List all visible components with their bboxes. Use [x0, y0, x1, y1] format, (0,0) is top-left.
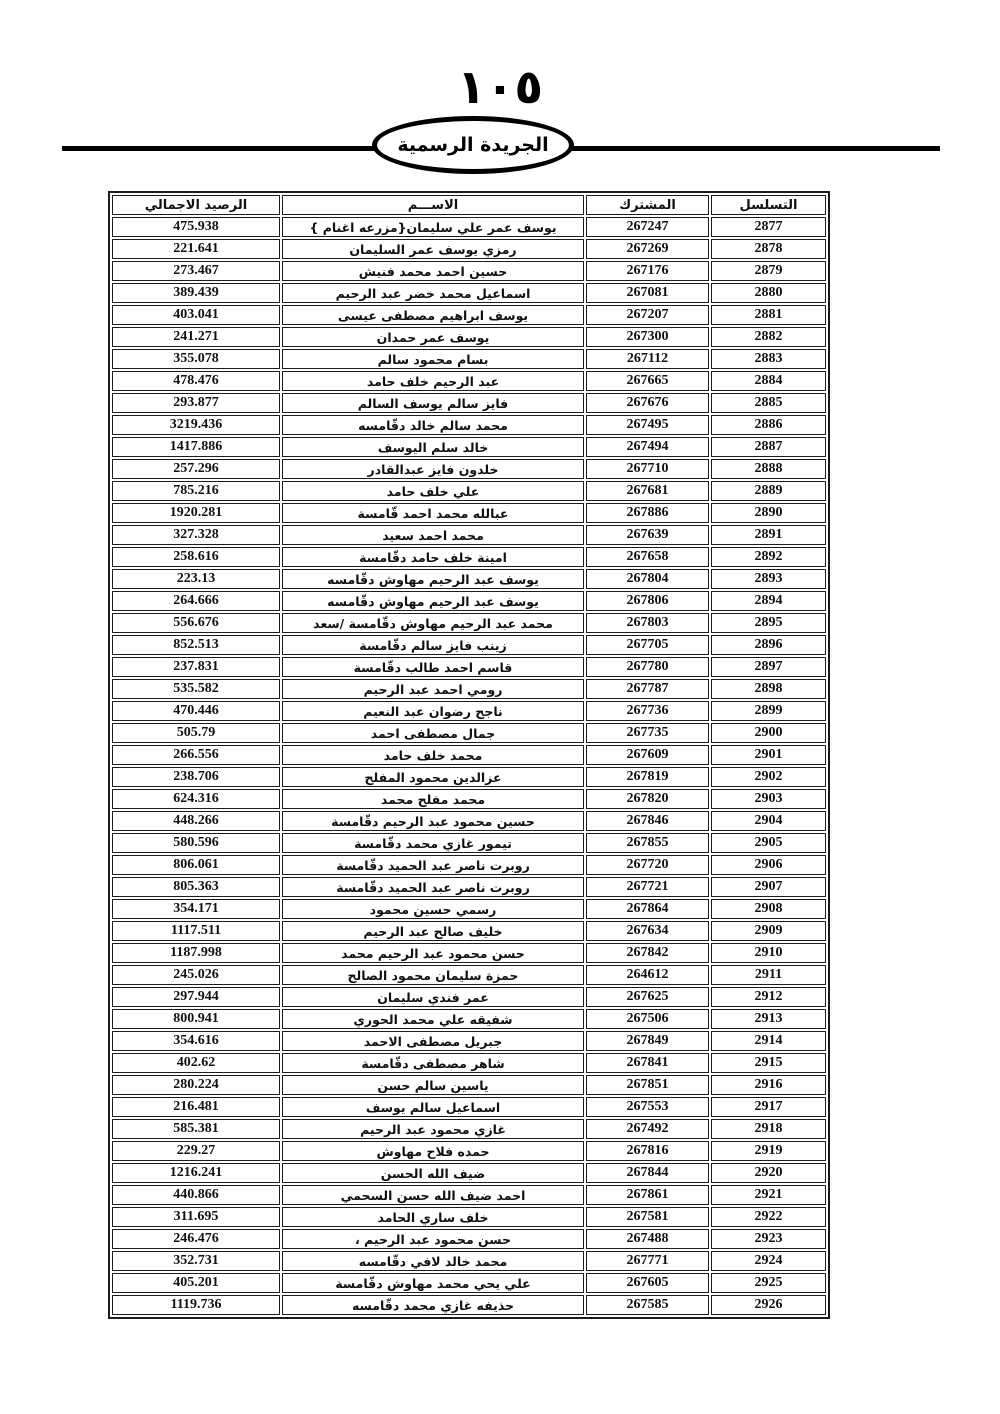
cell-name: حسن محمود عبد الرحيم ، — [282, 1229, 584, 1249]
cell-serial: 2881 — [711, 305, 826, 325]
table-row — [112, 217, 826, 237]
cell-serial: 2888 — [711, 459, 826, 479]
cell-subscriber: 267720 — [586, 855, 709, 875]
cell-balance: 266.556 — [112, 745, 280, 765]
cell-balance: 1216.241 — [112, 1163, 280, 1183]
cell-name: ياسين سالم حسن — [282, 1075, 584, 1095]
cell-subscriber: 267492 — [586, 1119, 709, 1139]
cell-name: اسماعيل سالم يوسف — [282, 1097, 584, 1117]
cell-name: حمده فلاح مهاوش — [282, 1141, 584, 1161]
cell-serial: 2910 — [711, 943, 826, 963]
header-serial: التسلسل — [711, 195, 826, 215]
table-row — [112, 921, 826, 941]
cell-balance: 216.481 — [112, 1097, 280, 1117]
cell-balance: 352.731 — [112, 1251, 280, 1271]
cell-serial: 2887 — [711, 437, 826, 457]
cell-name: غازي محمود عبد الرحيم — [282, 1119, 584, 1139]
cell-balance: 556.676 — [112, 613, 280, 633]
cell-balance: 806.061 — [112, 855, 280, 875]
gazette-banner-oval — [372, 116, 574, 174]
table-row — [112, 547, 826, 567]
table-row — [112, 679, 826, 699]
cell-name: حسين احمد محمد فنيش — [282, 261, 584, 281]
gazette-table-container — [108, 191, 830, 1319]
table-row — [112, 899, 826, 919]
cell-name: حمزة سليمان محمود الصالح — [282, 965, 584, 985]
cell-name: علي يحي محمد مهاوش دقّامسة — [282, 1273, 584, 1293]
cell-serial: 2885 — [711, 393, 826, 413]
cell-balance: 402.62 — [112, 1053, 280, 1073]
cell-name: جمال مصطفى احمد — [282, 723, 584, 743]
cell-subscriber: 267803 — [586, 613, 709, 633]
table-row — [112, 1075, 826, 1095]
cell-name: يوسف عبد الرحيم مهاوش دقّامسه — [282, 569, 584, 589]
cell-subscriber: 267721 — [586, 877, 709, 897]
table-row — [112, 525, 826, 545]
table-header — [112, 195, 826, 215]
cell-name: علي خلف حامد — [282, 481, 584, 501]
cell-serial: 2915 — [711, 1053, 826, 1073]
cell-subscriber: 267495 — [586, 415, 709, 435]
cell-serial: 2905 — [711, 833, 826, 853]
table-row — [112, 393, 826, 413]
cell-serial: 2891 — [711, 525, 826, 545]
cell-name: قاسم احمد طالب دقّامسة — [282, 657, 584, 677]
table-row — [112, 1273, 826, 1293]
cell-balance: 264.666 — [112, 591, 280, 611]
cell-subscriber: 267771 — [586, 1251, 709, 1271]
cell-subscriber: 267886 — [586, 503, 709, 523]
cell-balance: 535.582 — [112, 679, 280, 699]
cell-serial: 2922 — [711, 1207, 826, 1227]
cell-subscriber: 267806 — [586, 591, 709, 611]
table-row — [112, 745, 826, 765]
cell-balance: 448.266 — [112, 811, 280, 831]
table-row — [112, 1163, 826, 1183]
cell-name: عبد الرحيم خلف حامد — [282, 371, 584, 391]
cell-name: محمد سالم خالد دقّامسه — [282, 415, 584, 435]
cell-name: محمد خلف حامد — [282, 745, 584, 765]
cell-balance: 241.271 — [112, 327, 280, 347]
cell-serial: 2883 — [711, 349, 826, 369]
header-balance: الرصيد الاجمالي — [112, 195, 280, 215]
cell-subscriber: 267658 — [586, 547, 709, 567]
cell-subscriber: 267605 — [586, 1273, 709, 1293]
cell-name: تيمور غازي محمد دقّامسة — [282, 833, 584, 853]
cell-subscriber: 267585 — [586, 1295, 709, 1315]
cell-subscriber: 267609 — [586, 745, 709, 765]
cell-name: يوسف ابراهيم مصطفى عيسى — [282, 305, 584, 325]
cell-name: رمزي يوسف عمر السليمان — [282, 239, 584, 259]
cell-subscriber: 267844 — [586, 1163, 709, 1183]
cell-serial: 2903 — [711, 789, 826, 809]
cell-name: بسام محمود سالم — [282, 349, 584, 369]
cell-subscriber: 267820 — [586, 789, 709, 809]
header-row — [112, 195, 826, 215]
cell-serial: 2899 — [711, 701, 826, 721]
cell-serial: 2914 — [711, 1031, 826, 1051]
cell-name: امينة خلف حامد دقّامسة — [282, 547, 584, 567]
cell-subscriber: 267864 — [586, 899, 709, 919]
cell-subscriber: 264612 — [586, 965, 709, 985]
cell-balance: 293.877 — [112, 393, 280, 413]
cell-serial: 2924 — [711, 1251, 826, 1271]
cell-serial: 2897 — [711, 657, 826, 677]
cell-subscriber: 267625 — [586, 987, 709, 1007]
cell-serial: 2886 — [711, 415, 826, 435]
table-row — [112, 1229, 826, 1249]
cell-serial: 2925 — [711, 1273, 826, 1293]
cell-balance: 354.171 — [112, 899, 280, 919]
cell-subscriber: 267634 — [586, 921, 709, 941]
page-number: ١٠٥ — [456, 60, 544, 115]
cell-serial: 2926 — [711, 1295, 826, 1315]
cell-subscriber: 267176 — [586, 261, 709, 281]
cell-name: خليف صالح عبد الرحيم — [282, 921, 584, 941]
table-row — [112, 1009, 826, 1029]
cell-serial: 2890 — [711, 503, 826, 523]
table-row — [112, 723, 826, 743]
cell-subscriber: 267780 — [586, 657, 709, 677]
cell-balance: 1417.886 — [112, 437, 280, 457]
cell-name: ضيف الله الحسن — [282, 1163, 584, 1183]
cell-serial: 2913 — [711, 1009, 826, 1029]
cell-balance: 258.616 — [112, 547, 280, 567]
cell-balance: 327.328 — [112, 525, 280, 545]
cell-serial: 2880 — [711, 283, 826, 303]
cell-name: محمد مفلح محمد — [282, 789, 584, 809]
cell-serial: 2909 — [711, 921, 826, 941]
cell-subscriber: 267300 — [586, 327, 709, 347]
table-row — [112, 1251, 826, 1271]
table-row — [112, 613, 826, 633]
cell-balance: 1117.511 — [112, 921, 280, 941]
table-row — [112, 327, 826, 347]
cell-serial: 2907 — [711, 877, 826, 897]
cell-balance: 440.866 — [112, 1185, 280, 1205]
cell-name: محمد خالد لافي دقّامسه — [282, 1251, 584, 1271]
cell-subscriber: 267581 — [586, 1207, 709, 1227]
cell-name: حذيفه غازي محمد دقّامسه — [282, 1295, 584, 1315]
table-row — [112, 767, 826, 787]
table-row — [112, 1141, 826, 1161]
cell-name: عزالدين محمود المفلح — [282, 767, 584, 787]
cell-name: خالد سلم اليوسف — [282, 437, 584, 457]
cell-subscriber: 267861 — [586, 1185, 709, 1205]
table-row — [112, 1185, 826, 1205]
cell-subscriber: 267819 — [586, 767, 709, 787]
table-row — [112, 1031, 826, 1051]
cell-subscriber: 267816 — [586, 1141, 709, 1161]
cell-subscriber: 267207 — [586, 305, 709, 325]
cell-subscriber: 267269 — [586, 239, 709, 259]
cell-name: روبرت ناصر عبد الحميد دقّامسة — [282, 855, 584, 875]
table-row — [112, 833, 826, 853]
table-row — [112, 283, 826, 303]
table-row — [112, 481, 826, 501]
cell-subscriber: 267506 — [586, 1009, 709, 1029]
cell-name: اسماعيل محمد خضر عبد الرحيم — [282, 283, 584, 303]
cell-name: روبرت ناصر عبد الحميد دقّامسة — [282, 877, 584, 897]
cell-balance: 475.938 — [112, 217, 280, 237]
cell-serial: 2923 — [711, 1229, 826, 1249]
cell-balance: 1920.281 — [112, 503, 280, 523]
gazette-banner-label: الجريدة الرسمية — [397, 134, 549, 156]
cell-subscriber: 267735 — [586, 723, 709, 743]
cell-name: عبالله محمد احمد قّامسة — [282, 503, 584, 523]
cell-balance: 405.201 — [112, 1273, 280, 1293]
cell-name: شاهر مصطفى دقّامسة — [282, 1053, 584, 1073]
cell-balance: 3219.436 — [112, 415, 280, 435]
cell-serial: 2893 — [711, 569, 826, 589]
table-row — [112, 371, 826, 391]
cell-subscriber: 267553 — [586, 1097, 709, 1117]
cell-subscriber: 267705 — [586, 635, 709, 655]
header-subscriber: المشترك — [586, 195, 709, 215]
table-row — [112, 965, 826, 985]
table-row — [112, 1097, 826, 1117]
cell-subscriber: 267639 — [586, 525, 709, 545]
cell-name: محمد احمد سعيد — [282, 525, 584, 545]
cell-serial: 2879 — [711, 261, 826, 281]
cell-subscriber: 267855 — [586, 833, 709, 853]
cell-subscriber: 267846 — [586, 811, 709, 831]
cell-subscriber: 267710 — [586, 459, 709, 479]
table-row — [112, 349, 826, 369]
cell-balance: 580.596 — [112, 833, 280, 853]
cell-name: زينب فايز سالم دقّامسة — [282, 635, 584, 655]
cell-name: ناجح رضوان عبد النعيم — [282, 701, 584, 721]
cell-balance: 223.13 — [112, 569, 280, 589]
table-row — [112, 503, 826, 523]
cell-serial: 2895 — [711, 613, 826, 633]
table-row — [112, 239, 826, 259]
cell-serial: 2901 — [711, 745, 826, 765]
table-row — [112, 1053, 826, 1073]
table-body — [112, 217, 826, 1315]
cell-serial: 2884 — [711, 371, 826, 391]
cell-serial: 2882 — [711, 327, 826, 347]
cell-subscriber: 267665 — [586, 371, 709, 391]
cell-name: يوسف عبد الرحيم مهاوش دقّامسه — [282, 591, 584, 611]
cell-serial: 2908 — [711, 899, 826, 919]
cell-balance: 311.695 — [112, 1207, 280, 1227]
cell-subscriber: 267736 — [586, 701, 709, 721]
cell-balance: 403.041 — [112, 305, 280, 325]
table-row — [112, 459, 826, 479]
table-row — [112, 789, 826, 809]
cell-serial: 2917 — [711, 1097, 826, 1117]
cell-balance: 389.439 — [112, 283, 280, 303]
cell-serial: 2911 — [711, 965, 826, 985]
cell-subscriber: 267841 — [586, 1053, 709, 1073]
cell-subscriber: 267247 — [586, 217, 709, 237]
table-row — [112, 657, 826, 677]
cell-serial: 2896 — [711, 635, 826, 655]
cell-balance: 280.224 — [112, 1075, 280, 1095]
cell-balance: 585.381 — [112, 1119, 280, 1139]
cell-subscriber: 267851 — [586, 1075, 709, 1095]
gazette-table — [108, 191, 830, 1319]
cell-subscriber: 267112 — [586, 349, 709, 369]
cell-subscriber: 267787 — [586, 679, 709, 699]
cell-serial: 2898 — [711, 679, 826, 699]
cell-name: احمد ضيف الله حسن السحمي — [282, 1185, 584, 1205]
cell-serial: 2912 — [711, 987, 826, 1007]
cell-subscriber: 267804 — [586, 569, 709, 589]
cell-balance: 478.476 — [112, 371, 280, 391]
table-row — [112, 811, 826, 831]
cell-balance: 1187.998 — [112, 943, 280, 963]
cell-serial: 2900 — [711, 723, 826, 743]
cell-name: خلدون فايز عبدالقادر — [282, 459, 584, 479]
cell-serial: 2918 — [711, 1119, 826, 1139]
cell-name: رومي احمد عبد الرحيم — [282, 679, 584, 699]
cell-name: فايز سالم يوسف السالم — [282, 393, 584, 413]
cell-subscriber: 267681 — [586, 481, 709, 501]
cell-serial: 2889 — [711, 481, 826, 501]
cell-subscriber: 267488 — [586, 1229, 709, 1249]
cell-balance: 355.078 — [112, 349, 280, 369]
cell-name: جبريل مصطفى الاحمد — [282, 1031, 584, 1051]
cell-name: رسمي حسين محمود — [282, 899, 584, 919]
cell-balance: 805.363 — [112, 877, 280, 897]
cell-serial: 2916 — [711, 1075, 826, 1095]
cell-balance: 470.446 — [112, 701, 280, 721]
cell-subscriber: 267081 — [586, 283, 709, 303]
header-name: الاســـم — [282, 195, 584, 215]
table-row — [112, 305, 826, 325]
cell-subscriber: 267849 — [586, 1031, 709, 1051]
table-row — [112, 855, 826, 875]
cell-name: عمر فندي سليمان — [282, 987, 584, 1007]
cell-subscriber: 267842 — [586, 943, 709, 963]
cell-name: شفيقه علي محمد الحوري — [282, 1009, 584, 1029]
cell-subscriber: 267676 — [586, 393, 709, 413]
table-row — [112, 415, 826, 435]
table-row — [112, 261, 826, 281]
table-row — [112, 569, 826, 589]
cell-serial: 2894 — [711, 591, 826, 611]
cell-serial: 2892 — [711, 547, 826, 567]
cell-balance: 505.79 — [112, 723, 280, 743]
table-row — [112, 437, 826, 457]
cell-subscriber: 267494 — [586, 437, 709, 457]
cell-balance: 800.941 — [112, 1009, 280, 1029]
cell-serial: 2920 — [711, 1163, 826, 1183]
cell-balance: 624.316 — [112, 789, 280, 809]
cell-balance: 297.944 — [112, 987, 280, 1007]
table-row — [112, 943, 826, 963]
cell-balance: 1119.736 — [112, 1295, 280, 1315]
cell-serial: 2902 — [711, 767, 826, 787]
cell-name: خلف ساري الحامد — [282, 1207, 584, 1227]
cell-serial: 2878 — [711, 239, 826, 259]
cell-balance: 246.476 — [112, 1229, 280, 1249]
table-row — [112, 701, 826, 721]
cell-balance: 238.706 — [112, 767, 280, 787]
cell-balance: 229.27 — [112, 1141, 280, 1161]
cell-name: حسين محمود عبد الرحيم دقّامسة — [282, 811, 584, 831]
cell-name: محمد عبد الرحيم مهاوش دقّامسة /سعد — [282, 613, 584, 633]
table-row — [112, 1295, 826, 1315]
cell-balance: 852.513 — [112, 635, 280, 655]
cell-balance: 273.467 — [112, 261, 280, 281]
cell-serial: 2906 — [711, 855, 826, 875]
cell-balance: 785.216 — [112, 481, 280, 501]
table-row — [112, 987, 826, 1007]
table-row — [112, 877, 826, 897]
cell-balance: 245.026 — [112, 965, 280, 985]
cell-serial: 2921 — [711, 1185, 826, 1205]
cell-balance: 354.616 — [112, 1031, 280, 1051]
table-row — [112, 1207, 826, 1227]
table-row — [112, 591, 826, 611]
table-row — [112, 1119, 826, 1139]
cell-name: يوسف عمر علي سليمان{مزرعه اغنام } — [282, 217, 584, 237]
cell-balance: 257.296 — [112, 459, 280, 479]
cell-serial: 2877 — [711, 217, 826, 237]
cell-name: حسن محمود عبد الرحيم محمد — [282, 943, 584, 963]
cell-balance: 237.831 — [112, 657, 280, 677]
cell-name: يوسف عمر حمدان — [282, 327, 584, 347]
cell-serial: 2919 — [711, 1141, 826, 1161]
table-row — [112, 635, 826, 655]
cell-balance: 221.641 — [112, 239, 280, 259]
cell-serial: 2904 — [711, 811, 826, 831]
